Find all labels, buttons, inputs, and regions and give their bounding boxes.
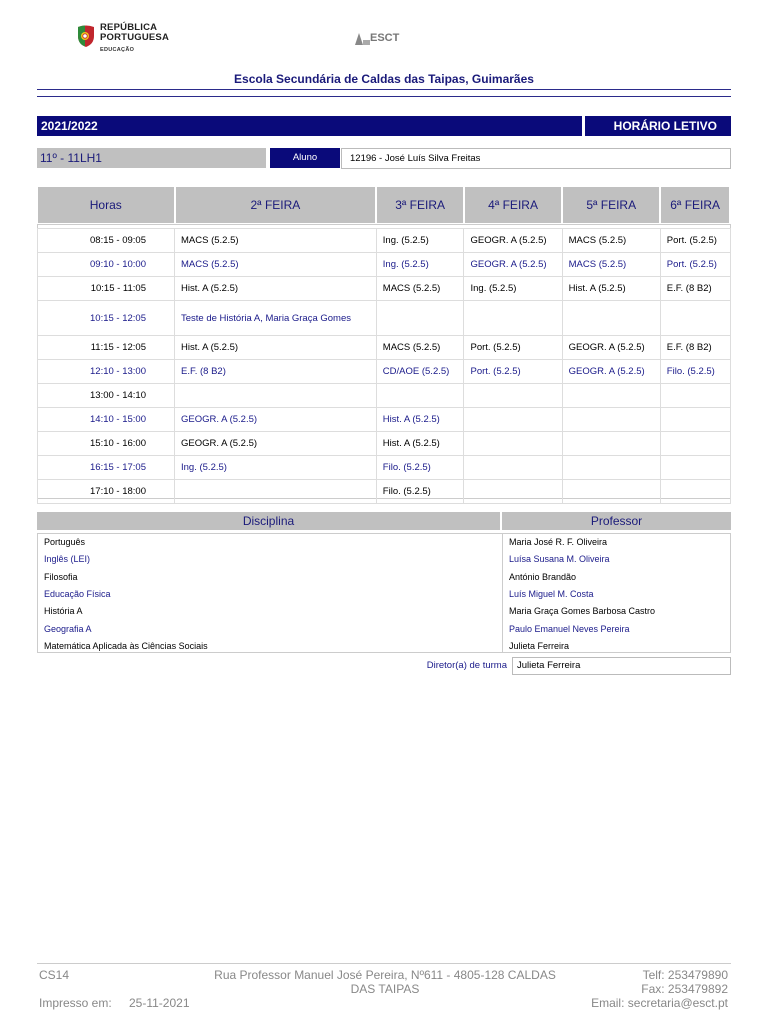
time-slot: 10:15 - 12:05: [38, 301, 175, 336]
lesson-cell: MACS (5.2.5): [376, 336, 464, 360]
discipline-name: Matemática Aplicada às Ciências Sociais: [44, 640, 208, 651]
class-label: 11º - 11LH1: [37, 148, 266, 168]
discipline-row: [38, 603, 732, 620]
contacts: [560, 968, 728, 1010]
schedule-row: [38, 456, 731, 480]
lesson-cell: Ing. (5.2.5): [175, 456, 377, 480]
lesson-cell: [464, 480, 562, 504]
republica-portuguesa-logo: [76, 22, 176, 56]
discipline-row: [38, 621, 732, 638]
discipline-row: [38, 638, 732, 655]
lesson-cell: GEOGR. A (5.2.5): [562, 336, 660, 360]
time-slot: 09:10 - 10:00: [38, 253, 175, 277]
lesson-cell: Filo. (5.2.5): [376, 456, 464, 480]
logo-sub: EDUCAÇÃO: [100, 47, 135, 53]
school-year: 2021/2022: [37, 116, 582, 136]
header-day-2: 3ª FEIRA: [376, 187, 464, 224]
lesson-cell: [175, 384, 377, 408]
lesson-cell: Filo. (5.2.5): [660, 360, 730, 384]
lesson-cell: Port. (5.2.5): [660, 229, 730, 253]
header-day-5: 6ª FEIRA: [660, 187, 730, 224]
lesson-cell: [562, 456, 660, 480]
lesson-cell: [660, 408, 730, 432]
time-slot: 12:10 - 13:00: [38, 360, 175, 384]
lesson-cell: Ing. (5.2.5): [464, 277, 562, 301]
form-code: CS14: [39, 968, 70, 982]
logo-line-1: REPÚBLICA: [100, 22, 158, 33]
esct-logo: [354, 30, 424, 48]
lesson-cell: [660, 432, 730, 456]
lesson-cell: GEOGR. A (5.2.5): [175, 432, 377, 456]
lesson-cell: Port. (5.2.5): [464, 360, 562, 384]
logo-line-2: PORTUGUESA: [100, 32, 170, 43]
lesson-cell: CD/AOE (5.2.5): [376, 360, 464, 384]
lesson-cell: [660, 384, 730, 408]
lesson-cell: [464, 301, 562, 336]
schedule-row: [38, 301, 731, 336]
lesson-cell: [175, 480, 377, 504]
lesson-cell: Hist. A (5.2.5): [562, 277, 660, 301]
lesson-cell: [660, 301, 730, 336]
phone: Telf: 253479890: [642, 968, 728, 982]
header-day-4: 5ª FEIRA: [562, 187, 660, 224]
lesson-cell: [660, 456, 730, 480]
time-slot: 10:15 - 11:05: [38, 277, 175, 301]
lesson-cell: Port. (5.2.5): [464, 336, 562, 360]
lesson-cell: MACS (5.2.5): [175, 253, 377, 277]
schedule-row: [38, 360, 731, 384]
lesson-cell: MACS (5.2.5): [175, 229, 377, 253]
lesson-cell: [376, 384, 464, 408]
lesson-cell: [660, 480, 730, 504]
esct-mark-icon: [354, 32, 370, 46]
address-line-2: DAS TAIPAS: [350, 982, 420, 996]
lesson-cell: Ing. (5.2.5): [376, 229, 464, 253]
discipline-header: Disciplina: [37, 512, 500, 530]
professor-name: Luísa Susana M. Oliveira: [509, 554, 610, 565]
professor-name: Luís Miguel M. Costa: [509, 588, 594, 599]
header-day-1: 2ª FEIRA: [175, 187, 377, 224]
lesson-cell: [562, 384, 660, 408]
lesson-cell: [464, 432, 562, 456]
director-value: Julieta Ferreira: [512, 657, 731, 675]
title-divider-2: [37, 96, 731, 97]
printed-date: 25-11-2021: [129, 996, 190, 1010]
schedule-row: [38, 336, 731, 360]
time-slot: 13:00 - 14:10: [38, 384, 175, 408]
professor-name: Julieta Ferreira: [509, 640, 570, 651]
student-name: 12196 - José Luís Silva Freitas: [341, 148, 731, 169]
discipline-name: História A: [44, 606, 83, 617]
lesson-cell: [464, 408, 562, 432]
schedule-row: [38, 384, 731, 408]
time-slot: 14:10 - 15:00: [38, 408, 175, 432]
lesson-cell: E.F. (8 B2): [175, 360, 377, 384]
lesson-cell: MACS (5.2.5): [562, 229, 660, 253]
lesson-cell: Hist. A (5.2.5): [175, 277, 377, 301]
lesson-cell: Ing. (5.2.5): [376, 253, 464, 277]
lesson-cell: Port. (5.2.5): [660, 253, 730, 277]
lesson-cell: Filo. (5.2.5): [376, 480, 464, 504]
director-label: Diretor(a) de turma: [426, 660, 507, 671]
discipline-row: [38, 551, 732, 568]
time-slot: 08:15 - 09:05: [38, 229, 175, 253]
lesson-cell: E.F. (8 B2): [660, 336, 730, 360]
time-slot: 17:10 - 18:00: [38, 480, 175, 504]
discipline-name: Português: [44, 537, 86, 547]
lesson-cell: [562, 432, 660, 456]
professor-name: Maria José R. F. Oliveira: [509, 537, 608, 547]
lesson-cell: Hist. A (5.2.5): [175, 336, 377, 360]
discipline-list: [37, 533, 731, 653]
esct-logo-text: ESCT: [370, 32, 400, 44]
title-divider: [37, 89, 731, 90]
lesson-cell: [562, 480, 660, 504]
time-slot: 16:15 - 17:05: [38, 456, 175, 480]
time-slot: 15:10 - 16:00: [38, 432, 175, 456]
time-slot: 11:15 - 12:05: [38, 336, 175, 360]
header-hours: Horas: [38, 187, 175, 224]
lesson-cell: [464, 384, 562, 408]
professor-name: António Brandão: [509, 571, 577, 582]
lesson-cell: GEOGR. A (5.2.5): [464, 253, 562, 277]
professor-name: Maria Graça Gomes Barbosa Castro: [509, 606, 656, 617]
lesson-cell: MACS (5.2.5): [562, 253, 660, 277]
school-title: Escola Secundária de Caldas das Taipas, Guimarães: [234, 72, 534, 86]
schedule-row: [38, 277, 731, 301]
email[interactable]: Email: secretaria@esct.pt: [591, 996, 728, 1010]
footer-divider: [37, 963, 731, 964]
schedule-row: [38, 253, 731, 277]
header-day-3: 4ª FEIRA: [464, 187, 562, 224]
professor-header: Professor: [502, 512, 731, 530]
schedule-row: [38, 229, 731, 253]
discipline-row: [38, 569, 732, 586]
discipline-row: [38, 534, 732, 551]
schedule-table: [37, 186, 731, 504]
lesson-cell: Hist. A (5.2.5): [376, 408, 464, 432]
lesson-cell: GEOGR. A (5.2.5): [175, 408, 377, 432]
discipline-name: Geografia A: [44, 623, 92, 634]
fax: Fax: 253479892: [641, 982, 728, 996]
discipline-name: Filosofia: [44, 571, 78, 582]
discipline-row: [38, 586, 732, 603]
lesson-cell: GEOGR. A (5.2.5): [464, 229, 562, 253]
address: [190, 968, 580, 996]
lesson-cell: [376, 301, 464, 336]
flag-shield-icon: [76, 24, 96, 48]
lesson-cell: [562, 301, 660, 336]
lesson-cell: E.F. (8 B2): [660, 277, 730, 301]
schedule-row: [38, 432, 731, 456]
schedule-title: HORÁRIO LETIVO: [585, 116, 731, 136]
discipline-name: Educação Física: [44, 588, 111, 599]
lesson-cell: Teste de História A, Maria Graça Gomes: [175, 301, 377, 336]
lesson-cell: Hist. A (5.2.5): [376, 432, 464, 456]
lesson-cell: [562, 408, 660, 432]
address-line-1: Rua Professor Manuel José Pereira, Nº611 - 4805-128 CALDAS: [214, 968, 556, 982]
lesson-cell: MACS (5.2.5): [376, 277, 464, 301]
professor-name: Paulo Emanuel Neves Pereira: [509, 623, 630, 634]
discipline-name: Inglês (LEI): [44, 554, 91, 565]
schedule-row: [38, 408, 731, 432]
schedule-row: [38, 480, 731, 504]
lesson-cell: [464, 456, 562, 480]
lesson-cell: GEOGR. A (5.2.5): [562, 360, 660, 384]
printed-label: Impresso em:: [39, 996, 112, 1010]
student-label: Aluno: [270, 148, 340, 168]
